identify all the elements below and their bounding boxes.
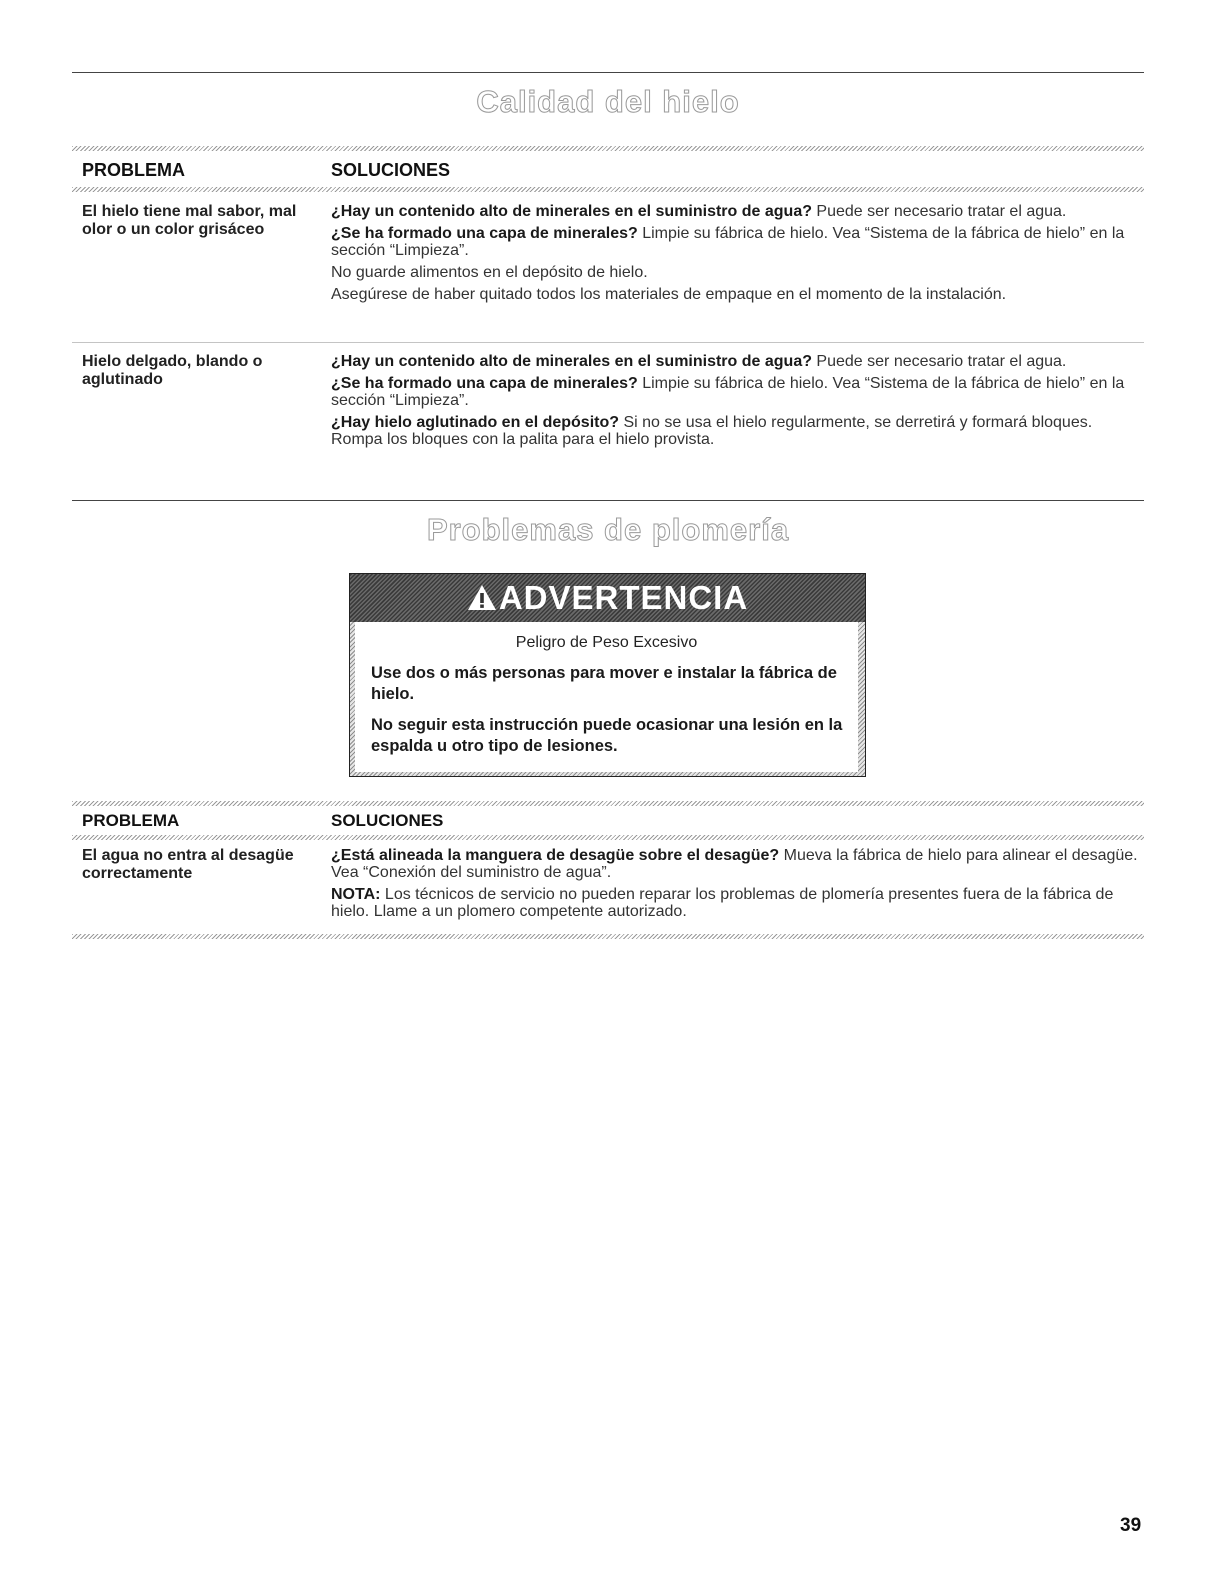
solutions-cell [331,203,1141,308]
table-bottom-rule [72,934,1144,939]
solutions-cell [331,353,1141,453]
solution-item: ¿Hay hielo aglutinado en el depósito? Si no se usa el hielo regularmente, se derretirá y formará bloques. Rompa los bloques con la palita para el hielo provista. [331,414,1093,448]
table-header-rule [72,187,1144,192]
column-header-solutions: SOLUCIONES [331,811,444,830]
problem-cell: Hielo delgado, blando o aglutinado [82,353,263,388]
section-rule [72,500,1144,501]
column-header-problem: PROBLEMA [82,160,185,180]
solution-item: ¿Se ha formado una capa de minerales? Limpie su fábrica de hielo. Vea “Sistema de la fábrica de hielo” en la sección “Limpieza”. [331,375,1125,409]
column-header-solutions: SOLUCIONES [331,160,451,180]
warning-triangle-icon [467,583,497,613]
warning-body [355,622,858,772]
warning-header [350,574,865,622]
warning-text: Use dos o más personas para mover e instalar la fábrica de hielo. [371,664,837,703]
column-header-problem: PROBLEMA [82,811,180,830]
row-divider [72,342,1144,343]
solution-item: ¿Se ha formado una capa de minerales? Limpie su fábrica de hielo. Vea “Sistema de la fábrica de hielo” en la sección “Limpieza”. [331,225,1125,259]
section-title-plumbing: Problemas de plomería [426,512,790,547]
table-header-rule [72,835,1144,840]
problem-cell: El hielo tiene mal sabor, mal olor o un color grisáceo [82,203,297,238]
table-top-rule [72,146,1144,151]
section-title-ice-quality: Calidad del hielo [476,84,740,119]
table-top-rule [72,801,1144,806]
top-rule [72,72,1144,73]
problem-cell: El agua no entra al desagüe correctamente [82,847,294,882]
solution-item: ¿Está alineada la manguera de desagüe sobre el desagüe? Mueva la fábrica de hielo para alinear el desagüe. Vea “Conexión del suministro de agua”. [331,847,1138,881]
solution-item: NOTA: Los técnicos de servicio no pueden reparar los problemas de plomería presentes fuera de la fábrica de hielo. Llame a un plomero competente autorizado. [331,886,1114,920]
manual-page [72,0,1144,1585]
warning-subtitle: Peligro de Peso Excesivo [515,634,698,651]
solution-item: Asegúrese de haber quitado todos los materiales de empaque en el momento de la instalación. [331,286,1007,303]
solution-item: No guarde alimentos en el depósito de hielo. [331,264,648,281]
page-number: 39 [1120,1515,1142,1536]
solution-item: ¿Hay un contenido alto de minerales en el suministro de agua? Puede ser necesario tratar el agua. [331,203,1067,220]
warning-text: No seguir esta instrucción puede ocasionar una lesión en la espalda u otro tipo de lesiones. [371,716,843,755]
solutions-cell [331,847,1141,925]
solution-item: ¿Hay un contenido alto de minerales en el suministro de agua? Puede ser necesario tratar el agua. [331,353,1067,370]
warning-box [349,573,866,777]
warning-heading: ADVERTENCIA [498,579,749,616]
